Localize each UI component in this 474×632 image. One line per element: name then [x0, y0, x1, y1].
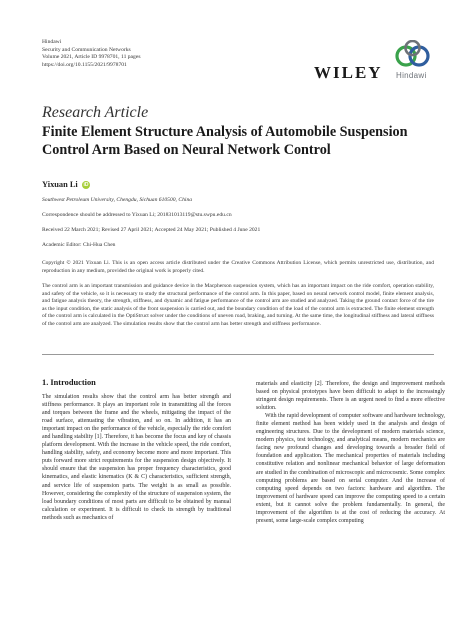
paragraph: With the rapid development of computer software and hardware technology, finite element method has been widely used in the analysis and design of engineering structures. Due to the development of modern materials science, modern physics, test technology, and analytical means, modern mechanics are facing new profound changes and developing towards a broader field of foundation and application. The mechanical properties of materials including constitutive relation and nonlinear mechanical behavior of large deformation are studied in the combination of microscopic and microcosmic. Some complex computing problems are based on serial computer. And the increase of computing speed depends on two factors: hardware and algorithm. The improvement of hardware speed can improve the computing speed to a certain extent, but it cannot solve the problem fundamentally. In general, the improvement of the algorithm is at the cost of reducing the accuracy. At present, some large-scale complex computing [256, 413, 445, 524]
copyright-notice: Copyright © 2021 Yixuan Li. This is an open access article distributed under the Creative Commons Attribution License, which permits unrestricted use, distribution, and reproduction in any medium, provided the original work is properly cited. [42, 260, 434, 274]
academic-editor: Academic Editor: Chi-Hua Chen [42, 242, 116, 248]
doi-link[interactable]: https://doi.org/10.1155/2021/9978701 [42, 61, 127, 68]
right-column [256, 380, 445, 525]
hindawi-logo-icon [392, 40, 434, 72]
journal-name: Security and Communication Networks [42, 46, 131, 53]
section-heading: 1. Introduction [42, 378, 96, 387]
wiley-logo: WILEY [314, 63, 383, 82]
affiliation: Southwest Petroleum University, Chengdu, Sichuan 610500, China [42, 197, 193, 203]
author-name: Yixuan Li [42, 180, 78, 189]
abstract: The control arm is an important transmission and guidance device in the Macpherson suspension system, which has an important impact on the ride comfort, operation stability, and safety of the vehicle, so it is necessary to study the structural performance of the control arm. In this paper, based on neural network control model, finite element analysis, and fatigue analysis theory, the strength, stiffness, and dynamic and fatigue performance of the control arm are studied and analyzed. Taking the ground contact force of the tire as the input condition, the static analysis of the front suspension is carried out, and the boundary condition of the load of the control arm is extracted. The finite element strength of the control arm is calculated in the OptiStruct solver under the conditions of uneven road, braking, and turning. At the same time, the longitudinal stiffness and lateral stiffness of the control arm are analyzed. The simulation results show that the control arm has better strength and stiffness performance. [42, 283, 434, 327]
publication-dates: Received 22 March 2021; Revised 27 April 2021; Accepted 24 May 2021; Published 4 June 2021 [42, 227, 261, 233]
paragraph: materials and elasticity [2]. Therefore, the design and improvement methods based on physical prototypes have been difficult to adapt to the increasingly stringent design requirements. There is an urgent need to find a more effective solution. [256, 381, 445, 412]
paper-title: Finite Element Structure Analysis of Automobile Suspension Control Arm Based on Neural Network Control [42, 124, 408, 158]
orcid-icon[interactable]: iD [83, 182, 89, 188]
correspondence: Correspondence should be addressed to Yixuan Li; 201831013119@stu.swpu.edu.cn [42, 212, 232, 218]
divider [42, 354, 434, 355]
publisher-line: Hindawi [42, 39, 62, 45]
journal-header [42, 39, 141, 69]
left-column [42, 393, 231, 522]
hindawi-wordmark: Hindawi [396, 71, 427, 80]
paragraph: The simulation results show that the control arm has better strength and stiffness performance. It plays an important role in transmitting all the forces and torques between the frame and the wheels, mitigating the impact of the road surface, attenuating the vibration, and so on. In addition, it has an important impact on the performance of the vehicle, especially the ride comfort and handling stability [1]. Therefore, it has become the focus and key of chassis platform development. With the increase in the vehicle speed, the ride comfort, handling stability, safety, and economy become more and more important. This puts forward more strict requirements for the suspension design objectively. It should ensure that the suspension has proper frequency characteristics, good kinematics, and elastic kinematics (K & C) characteristics, sufficient strength, and service life of suspension parts. The weight is as small as possible. However, considering the complexity of the structure of suspension system, the load boundary conditions of most parts are difficult to be obtained by manual calculation or experiment. It is difficult to check its strength by traditional methods such as mechanics of [42, 394, 231, 521]
volume-line: Volume 2021, Article ID 9978701, 11 pages [42, 54, 141, 61]
article-type: Research Article [42, 104, 149, 121]
